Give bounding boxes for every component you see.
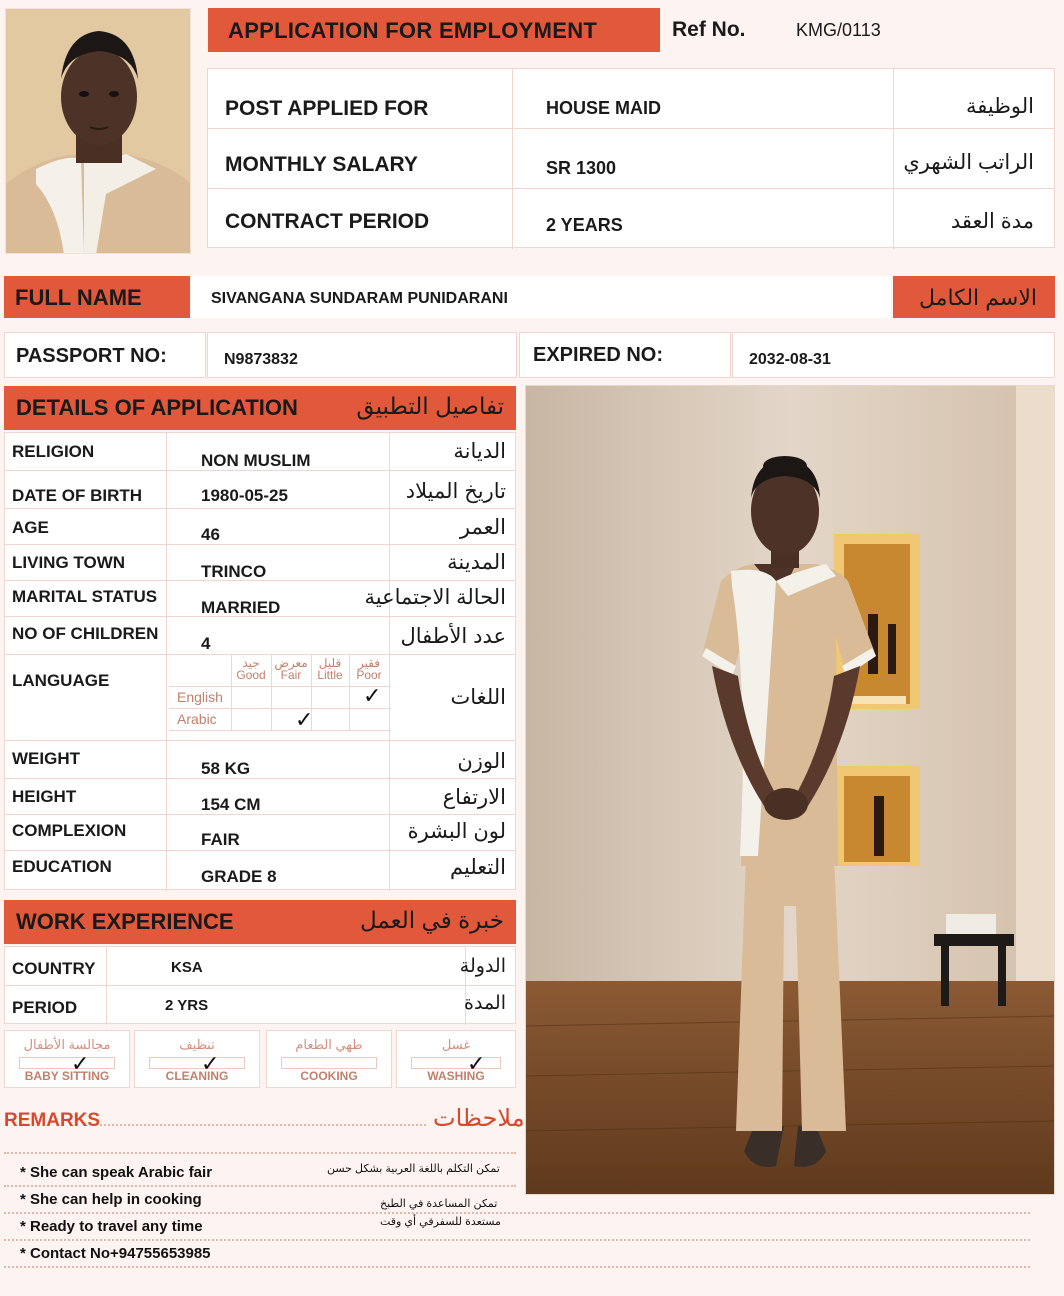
remark-4: * Contact No+94755653985 (20, 1245, 211, 1262)
contract-label: CONTRACT PERIOD (225, 210, 430, 233)
complexion-row (5, 815, 515, 851)
religion-arabic: الديانة (453, 440, 506, 463)
marital-value: MARRIED (201, 598, 281, 617)
level-fair-en: Fair (280, 668, 302, 682)
education-arabic: التعليم (450, 856, 506, 879)
remarks-dotted-line (100, 1124, 426, 1126)
children-label: NO OF CHILDREN (12, 624, 159, 643)
work-experience-table (4, 946, 516, 1024)
level-good (231, 657, 271, 681)
dob-arabic: تاريخ الميلاد (405, 480, 506, 503)
level-good-arabic: جيد (242, 656, 260, 670)
grid-rule (169, 708, 391, 709)
skill-cooking (266, 1030, 392, 1088)
level-poor-en: Poor (356, 668, 382, 682)
country-arabic: الدولة (459, 956, 506, 977)
town-label: LIVING TOWN (12, 553, 126, 572)
application-title: APPLICATION FOR EMPLOYMENT (208, 8, 660, 52)
skill-baby-sitting-arabic: مجالسة الأطفال (23, 1037, 111, 1052)
period-row (5, 986, 515, 1025)
expiry-label: EXPIRED NO: (519, 332, 731, 378)
skill-checkbox (149, 1057, 245, 1069)
marital-arabic: الحالة الاجتماعية (364, 586, 506, 609)
remarks-label: REMARKS (4, 1110, 101, 1131)
applicant-full-body-photo (525, 385, 1055, 1195)
period-label: PERIOD (12, 998, 78, 1017)
post-row-contract (208, 189, 1054, 249)
skill-checkbox (411, 1057, 501, 1069)
town-row (5, 545, 515, 581)
post-row-salary (208, 129, 1054, 189)
baby-sitting-check: ✓ (71, 1051, 90, 1076)
children-value: 4 (201, 634, 211, 653)
skill-cleaning (134, 1030, 260, 1088)
country-label: COUNTRY (12, 959, 96, 978)
applicant-portrait-photo (5, 8, 191, 254)
height-label: HEIGHT (12, 787, 77, 806)
complexion-value: FAIR (201, 830, 240, 849)
period-arabic: المدة (464, 993, 506, 1014)
level-fair (271, 657, 311, 681)
details-header (4, 386, 516, 430)
post-applied-arabic: الوظيفة (965, 95, 1034, 118)
education-value: GRADE 8 (201, 867, 277, 886)
skill-cleaning-arabic: تنظيف (179, 1037, 215, 1052)
remarks-dotted-line (4, 1266, 1030, 1268)
remarks-dotted-line (4, 1239, 1030, 1241)
salary-label: MONTHLY SALARY (225, 153, 418, 176)
religion-row (5, 433, 515, 471)
children-arabic: عدد الأطفال (400, 625, 506, 648)
complexion-label: COMPLEXION (12, 821, 127, 840)
details-title-arabic: تفاصيل التطبيق (356, 393, 504, 419)
full-name-label: FULL NAME (4, 276, 190, 318)
level-little-en: Little (317, 668, 343, 682)
level-poor-arabic: فقير (357, 656, 381, 670)
level-good-en: Good (236, 668, 266, 682)
skill-checkbox (19, 1057, 115, 1069)
post-details-table (207, 68, 1055, 248)
work-title-arabic: خبرة في العمل (359, 907, 504, 933)
full-name-value: SIVANGANA SUNDARAM PUNIDARANI (191, 276, 891, 318)
education-row (5, 851, 515, 891)
cleaning-check: ✓ (201, 1051, 220, 1076)
weight-label: WEIGHT (12, 749, 80, 768)
town-arabic: المدينة (447, 551, 506, 574)
remark-3: * Ready to travel any time (20, 1218, 203, 1235)
expiry-value: 2032-08-31 (732, 332, 1055, 378)
age-value: 46 (201, 525, 220, 544)
skills-row (4, 1030, 516, 1088)
work-title: WORK EXPERIENCE (16, 909, 234, 934)
skill-cooking-label: COOKING (300, 1069, 358, 1083)
height-arabic: الارتفاع (442, 786, 506, 809)
language-label: LANGUAGE (12, 671, 110, 690)
country-value: KSA (171, 959, 203, 976)
work-experience-header (4, 900, 516, 944)
level-little (311, 657, 349, 681)
country-row (5, 947, 515, 986)
weight-row (5, 741, 515, 779)
marital-label: MARITAL STATUS (12, 587, 158, 606)
skill-cooking-arabic: طهي الطعام (295, 1037, 363, 1052)
skill-washing-label: WASHING (427, 1069, 485, 1083)
marital-row (5, 581, 515, 617)
complexion-arabic: لون البشرة (407, 820, 506, 843)
children-row (5, 617, 515, 655)
age-row (5, 509, 515, 545)
dob-value: 1980-05-25 (201, 486, 288, 505)
passport-label: PASSPORT NO: (4, 332, 206, 378)
language-arabic-name: Arabic (177, 711, 217, 727)
remark-3-arabic: مستعدة للسفرفي أي وقت (380, 1216, 501, 1228)
age-label: AGE (12, 518, 49, 537)
remark-2: * She can help in cooking (20, 1191, 202, 1208)
education-label: EDUCATION (12, 857, 112, 876)
ref-number-value: KMG/0113 (796, 20, 881, 40)
post-applied-value: HOUSE MAID (546, 98, 662, 118)
remark-1-arabic: تمكن التكلم باللغة العربية بشكل حسن (327, 1163, 500, 1175)
language-row (5, 655, 515, 741)
language-english: English (177, 689, 223, 705)
weight-arabic: الوزن (457, 750, 506, 773)
grid-rule (169, 730, 391, 731)
remarks-dotted-line (4, 1152, 516, 1154)
remarks-dotted-line (4, 1185, 516, 1187)
skill-baby-sitting (4, 1030, 130, 1088)
remark-2-arabic: تمكن المساعدة في الطبخ (380, 1198, 498, 1210)
town-value: TRINCO (201, 562, 267, 581)
language-arabic: اللغات (450, 686, 506, 709)
full-body-illustration (526, 386, 1055, 1195)
weight-value: 58 KG (201, 759, 251, 778)
remarks-arabic: ملاحظات (433, 1105, 525, 1132)
contract-value: 2 YEARS (546, 215, 623, 235)
skill-checkbox (281, 1057, 377, 1069)
arabic-fair-check: ✓ (295, 707, 314, 732)
dob-row (5, 471, 515, 509)
english-poor-check: ✓ (363, 683, 382, 708)
age-arabic: العمر (459, 516, 506, 539)
remark-1: * She can speak Arabic fair (20, 1164, 213, 1181)
religion-label: RELIGION (12, 442, 95, 461)
details-table (4, 432, 516, 890)
salary-arabic: الراتب الشهري (903, 151, 1034, 174)
post-applied-label: POST APPLIED FOR (225, 97, 429, 120)
height-value: 154 CM (201, 795, 261, 814)
washing-check: ✓ (467, 1051, 486, 1076)
salary-value: SR 1300 (546, 158, 617, 178)
religion-value: NON MUSLIM (201, 451, 311, 470)
contract-arabic: مدة العقد (950, 210, 1034, 233)
portrait-illustration (6, 9, 191, 254)
skill-baby-sitting-label: BABY SITTING (24, 1069, 110, 1083)
level-little-arabic: قليل (318, 656, 342, 670)
level-fair-arabic: معرض (274, 656, 308, 670)
height-row (5, 779, 515, 815)
grid-rule (169, 686, 391, 687)
skill-washing (396, 1030, 516, 1088)
details-title: DETAILS OF APPLICATION (16, 395, 298, 420)
skill-washing-arabic: غسل (441, 1037, 471, 1052)
passport-value: N9873832 (207, 332, 517, 378)
dob-label: DATE OF BIRTH (12, 486, 143, 505)
ref-number-label: Ref No. (672, 18, 746, 41)
full-name-arabic: الاسم الكامل (893, 276, 1055, 318)
skill-cleaning-label: CLEANING (165, 1069, 229, 1083)
language-grid (169, 655, 391, 739)
period-value: 2 YRS (165, 997, 209, 1014)
post-row-applied (208, 69, 1054, 129)
remarks-dotted-line (4, 1212, 1030, 1214)
level-poor (349, 657, 389, 681)
